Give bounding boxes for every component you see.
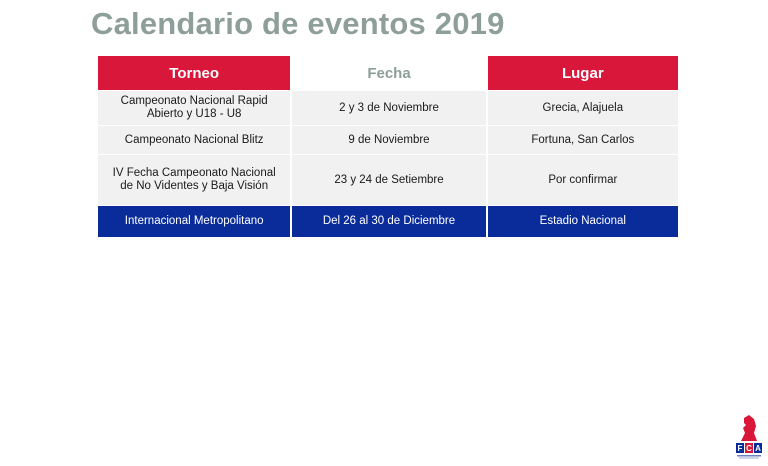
cell-torneo: Internacional Metropolitano bbox=[98, 206, 290, 237]
header-torneo: Torneo bbox=[98, 56, 290, 90]
cell-fecha: Del 26 al 30 de Diciembre bbox=[292, 206, 485, 237]
cell-torneo: Campeonato Nacional Rapid Abierto y U18 - U8 bbox=[98, 91, 290, 125]
table-row-highlight bbox=[98, 206, 678, 237]
page-title: Calendario de eventos 2019 bbox=[91, 6, 505, 41]
cell-lugar: Fortuna, San Carlos bbox=[488, 126, 678, 154]
table-row bbox=[98, 91, 678, 125]
table-header-row bbox=[98, 56, 678, 90]
cell-lugar: Estadio Nacional bbox=[488, 206, 678, 237]
events-table bbox=[98, 56, 678, 237]
table-row bbox=[98, 155, 678, 205]
logo-letter-c: C bbox=[746, 444, 752, 453]
chess-knight-logo bbox=[735, 414, 763, 460]
cell-fecha: 23 y 24 de Setiembre bbox=[292, 155, 485, 205]
cell-lugar: Por confirmar bbox=[488, 155, 678, 205]
knight-icon bbox=[735, 414, 763, 460]
cell-torneo: IV Fecha Campeonato Nacional de No Videntes y Baja Visión bbox=[98, 155, 290, 205]
cell-fecha: 9 de Noviembre bbox=[292, 126, 485, 154]
cell-lugar: Grecia, Alajuela bbox=[488, 91, 678, 125]
cell-fecha: 2 y 3 de Noviembre bbox=[292, 91, 485, 125]
header-lugar: Lugar bbox=[488, 56, 678, 90]
logo-letter-f: F bbox=[737, 444, 743, 453]
logo-letter-a: A bbox=[755, 444, 761, 453]
header-fecha: Fecha bbox=[292, 56, 485, 90]
table-row bbox=[98, 126, 678, 154]
cell-torneo: Campeonato Nacional Blitz bbox=[98, 126, 290, 154]
